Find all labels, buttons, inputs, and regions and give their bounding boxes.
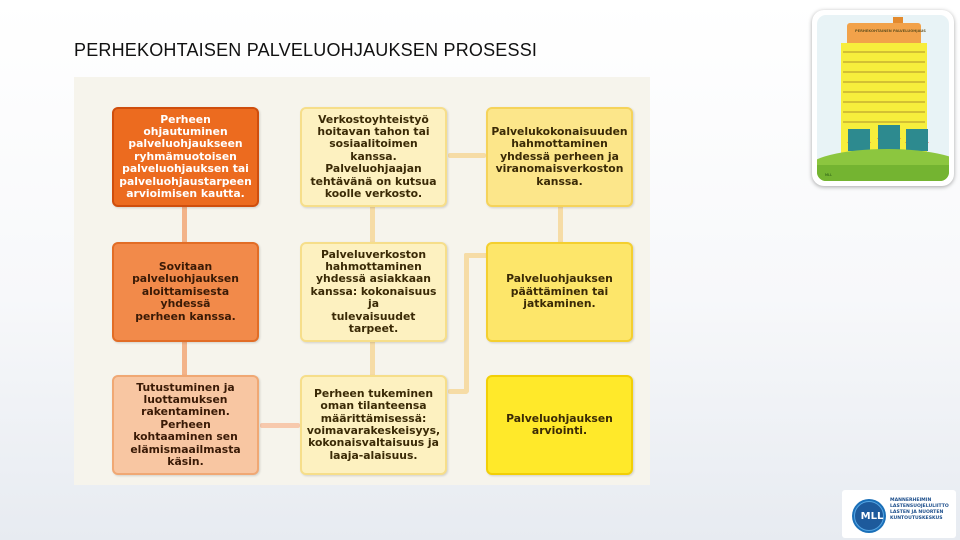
step-1-box	[112, 107, 259, 207]
mll-logo-icon	[852, 499, 886, 533]
step-9-box	[486, 375, 633, 475]
step-5-text: Palveluverkoston hahmottaminen yhdessä asiakkaan kanssa: kokonaisuus ja tulevaisuudet tarpeet.	[310, 247, 437, 336]
connector-8-9-vertical	[464, 253, 469, 393]
poster-house	[878, 125, 900, 151]
step-1-text: Perheen ohjautuminen palveluohjaukseen ryhmämuotoisen palveluohjauksen tai palveluohjaustarpeen arvioimisen kautta.	[119, 112, 252, 201]
step-9-text: Palveluohjauksen arviointi.	[506, 411, 613, 437]
step-7-text: Palvelukokonaisuuden hahmottaminen yhdessä perheen ja viranomaisverkoston kanssa.	[491, 124, 628, 188]
poster-roof	[847, 23, 921, 45]
connector-8-9-right	[448, 389, 468, 394]
step-4-text: Perheen tukeminen oman tilanteensa määrittämisessä: voimavarakeskeisyys, kokonaisvaltaisuus ja laaja-alaisuus.	[306, 386, 441, 462]
mll-logo-text: MANNERHEIMIN LASTENSUOJELULIITTO LASTEN JA NUORTEN KUNTOUTUSKESKUS	[890, 498, 949, 521]
step-6-box	[300, 107, 447, 207]
poster-text-line	[843, 121, 925, 123]
poster-text-line	[843, 81, 925, 83]
connector-6-7	[448, 153, 486, 158]
step-2-text: Sovitaan palveluohjauksen aloittamisesta yhdessä perheen kanssa.	[132, 259, 239, 323]
poster-footer: MLL	[825, 173, 832, 177]
poster-house	[906, 129, 928, 151]
poster-thumbnail	[812, 10, 954, 186]
connector-2-3	[182, 339, 187, 379]
connector-1-2	[182, 205, 187, 245]
connector-7-8	[558, 205, 563, 245]
poster-text-line	[843, 101, 925, 103]
step-8-box	[486, 242, 633, 342]
poster-house	[848, 129, 870, 151]
step-3-box	[112, 375, 259, 475]
poster-text-line	[843, 71, 925, 73]
poster-image	[817, 15, 949, 181]
step-2-box	[112, 242, 259, 342]
poster-text-line	[843, 111, 925, 113]
mll-logo-ring	[854, 501, 884, 531]
poster-text-line	[843, 51, 925, 53]
poster-ground	[817, 165, 949, 181]
poster-text-line	[843, 61, 925, 63]
poster-header: PERHEKOHTAINEN PALVELUOHJAUS	[855, 29, 926, 33]
connector-5-6	[370, 205, 375, 245]
mll-logo	[842, 490, 956, 538]
process-diagram	[74, 77, 650, 485]
mll-logo-abbr: MLL	[860, 511, 884, 522]
step-3-text: Tutustuminen ja luottamuksen rakentaminen. Perheen kohtaaminen sen elämismaailmasta käsin.	[130, 380, 241, 469]
connector-4-5	[370, 339, 375, 379]
step-4-box	[300, 375, 447, 475]
step-8-text: Palveluohjauksen päättäminen tai jatkaminen.	[506, 272, 613, 311]
step-6-text: Verkostoyhteistyö hoitavan tahon tai sosiaalitoimen kanssa. Palveluohjaajan tehtävänä on kutsua koolle verkosto.	[310, 112, 437, 201]
step-5-box	[300, 242, 447, 342]
poster-text-line	[843, 91, 925, 93]
slide-title: PERHEKOHTAISEN PALVELUOHJAUKSEN PROSESSI	[74, 40, 538, 60]
connector-3-4	[260, 423, 300, 428]
step-7-box	[486, 107, 633, 207]
